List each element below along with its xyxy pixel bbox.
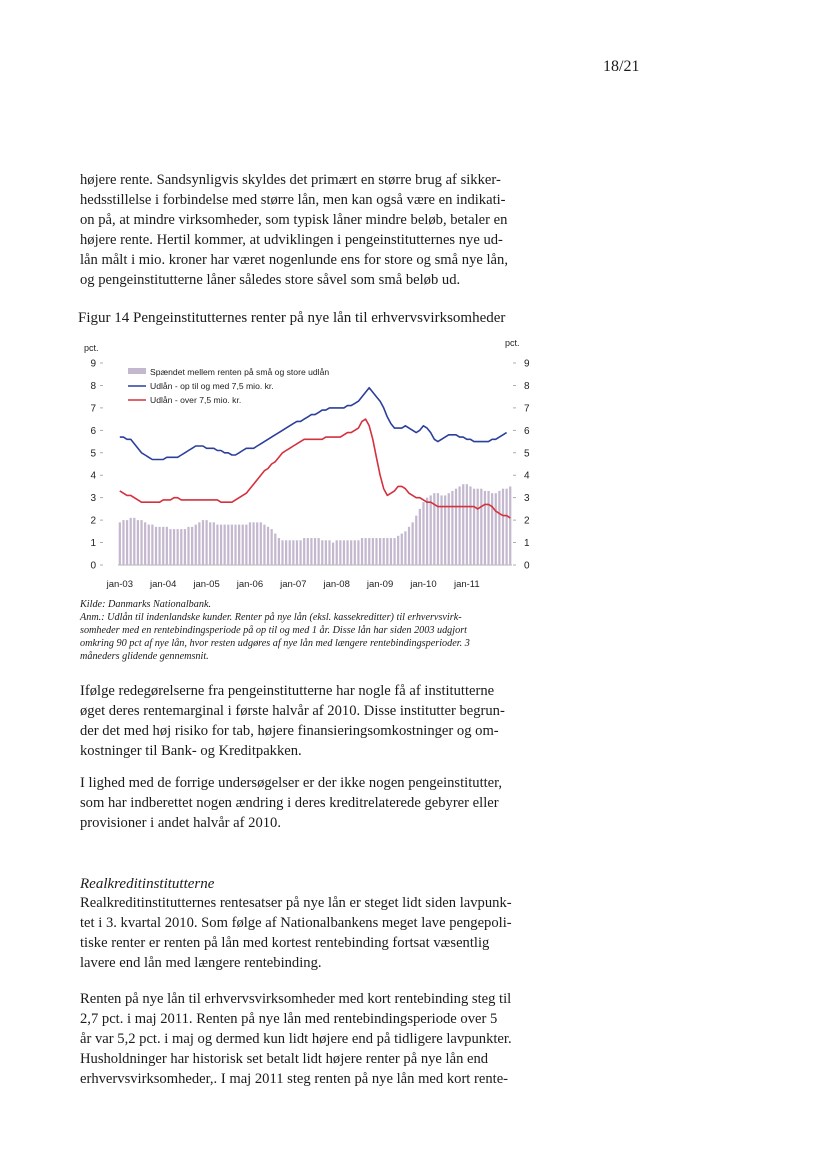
y-tick-label-left: 1 [90, 538, 96, 550]
spread-bar [202, 520, 204, 565]
y-tick-label-left: 2 [90, 515, 96, 527]
spread-bar [148, 525, 150, 565]
spread-bar [383, 538, 385, 565]
spread-bar [318, 538, 320, 565]
spread-bar [260, 522, 262, 565]
y-tick-label-left: 4 [90, 470, 96, 482]
spread-bar [224, 525, 226, 565]
spread-bar [361, 538, 363, 565]
text-line: on på, at mindre virksomheder, som typisk låner mindre beløb, betaler en [80, 212, 508, 228]
text-line: Renten på nye lån til erhvervsvirksomheder med kort rentebinding steg til [80, 991, 512, 1007]
spread-bar [158, 527, 160, 565]
paragraph-margin [80, 681, 550, 761]
spread-bar [198, 522, 200, 565]
spread-bar [473, 489, 475, 565]
y-tick-label-right: 5 [524, 448, 530, 460]
spread-bar [357, 540, 359, 565]
spread-bar [480, 489, 482, 565]
spread-bar [401, 534, 403, 565]
spread-bar [346, 540, 348, 565]
paragraph-realkredit [80, 893, 550, 973]
text-line: I lighed med de forrige undersøgelser er der ikke nogen pengeinstitutter, [80, 775, 503, 791]
spread-bar [180, 529, 182, 565]
spread-bar [296, 540, 298, 565]
spread-bar [484, 491, 486, 565]
spread-bar [234, 525, 236, 565]
spread-bar [249, 522, 251, 565]
spread-bar [314, 538, 316, 565]
spread-bar [307, 538, 309, 565]
spread-bar [466, 484, 468, 565]
spread-bar [191, 527, 193, 565]
y-tick-label-right: 6 [524, 425, 530, 437]
spread-bar [140, 520, 142, 565]
spread-bar [252, 522, 254, 565]
spread-bar [332, 543, 334, 565]
spread-bar [415, 516, 417, 565]
text-line: provisioner i andet halvår af 2010. [80, 815, 282, 831]
spread-bar [289, 540, 291, 565]
section-heading: Realkreditinstitutterne [80, 876, 215, 892]
spread-bar [137, 520, 139, 565]
spread-bar [451, 491, 453, 565]
y-tick-label-right: 9 [524, 358, 530, 370]
spread-bar [487, 491, 489, 565]
spread-bar [459, 486, 461, 565]
legend-label-spread: Spændet mellem renten på små og store udlån [150, 367, 330, 377]
text-line: hedsstillelse i forbindelse med større lån, men kan også være en indikati- [80, 192, 506, 208]
text-line: erhvervsvirksomheder,. I maj 2011 steg renten på nye lån med kort rente- [80, 1071, 509, 1087]
spread-bar [263, 525, 265, 565]
spread-bar [502, 489, 504, 565]
spread-bar [495, 493, 497, 565]
text-line: Realkreditinstitutternes rentesatser på nye lån er steget lidt siden lavpunk- [80, 895, 512, 911]
y-tick-label-right: 0 [524, 560, 530, 572]
spread-bar [509, 486, 511, 565]
spread-bar [397, 536, 399, 565]
spread-bar [299, 540, 301, 565]
spread-bar [205, 520, 207, 565]
text-line: og pengeinstitutterne låner således store såvel som små beløb ud. [80, 272, 461, 288]
x-tick-label: jan-11 [453, 579, 480, 590]
spread-bar [231, 525, 233, 565]
text-line: der det med høj risiko for tab, højere finansieringsomkostninger og om- [80, 723, 499, 739]
x-tick-label: jan-08 [323, 579, 350, 590]
y-tick-label-right: 7 [524, 403, 530, 415]
spread-bar [162, 527, 164, 565]
spread-bar [379, 538, 381, 565]
spread-bar [267, 527, 269, 565]
x-tick-label: jan-03 [106, 579, 134, 590]
spread-bar [462, 484, 464, 565]
spread-bar [419, 509, 421, 565]
spread-bar [430, 495, 432, 565]
spread-bars [119, 484, 512, 565]
y-tick-label-left: 3 [90, 493, 96, 505]
spread-bar [408, 527, 410, 565]
text-line: lavere end lån med længere rentebinding. [80, 955, 322, 971]
y-tick-label-left: 8 [90, 380, 96, 392]
spread-bar [227, 525, 229, 565]
spread-bar [242, 525, 244, 565]
spread-bar [281, 540, 283, 565]
figure-source: Kilde: Danmarks Nationalbank. [80, 599, 212, 610]
spread-bar [426, 498, 428, 565]
spread-bar [144, 522, 146, 565]
spread-bar [285, 540, 287, 565]
text-line: øget deres rentemarginal i første halvår af 2010. Disse institutter begrun- [80, 703, 505, 719]
spread-bar [375, 538, 377, 565]
x-tick-label: jan-09 [366, 579, 394, 590]
spread-bar [195, 525, 197, 565]
figure-note-line: somheder med en rentebindingsperiode på op til og med 1 år. Disse lån har siden 2003 udgjort [80, 625, 467, 636]
chart-legend [128, 367, 329, 405]
text-line: højere rente. Sandsynligvis skyldes det primært en større brug af sikker- [80, 172, 501, 188]
spread-bar [469, 486, 471, 565]
text-line: år var 5,2 pct. i maj og dermed kun lidt højere end på tidligere lavpunkter. [80, 1031, 512, 1047]
page-number: 18/21 [603, 58, 640, 75]
text-line: tiske renter er renten på lån med kortest rentebinding fortsat væsentlig [80, 935, 490, 951]
spread-bar [271, 529, 273, 565]
y-tick-label-right: 1 [524, 538, 530, 550]
text-line: Ifølge redegørelserne fra pengeinstitutterne har nogle få af institutterne [80, 683, 495, 699]
spread-bar [303, 538, 305, 565]
y-tick-label-right: 8 [524, 380, 530, 392]
y-axis-unit-right: pct. [505, 338, 520, 348]
y-tick-label-left: 0 [90, 560, 96, 572]
paragraph-intro [80, 170, 550, 290]
spread-bar [133, 518, 135, 565]
x-tick-label: jan-05 [193, 579, 220, 590]
spread-bar [310, 538, 312, 565]
y-tick-label-right: 4 [524, 470, 530, 482]
legend-label-large: Udlån - over 7,5 mio. kr. [150, 395, 242, 405]
x-tick-label: jan-07 [280, 579, 307, 590]
spread-bar [209, 522, 211, 565]
text-line: Husholdninger har historisk set betalt lidt højere renter på nye lån end [80, 1051, 489, 1067]
y-tick-label-right: 2 [524, 515, 530, 527]
spread-bar [155, 527, 157, 565]
y-tick-label-left: 6 [90, 425, 96, 437]
spread-bar [328, 540, 330, 565]
spread-bar [177, 529, 179, 565]
legend-swatch-spread [128, 368, 146, 374]
spread-bar [491, 493, 493, 565]
y-tick-label-left: 5 [90, 448, 96, 460]
spread-bar [372, 538, 374, 565]
spread-bar [238, 525, 240, 565]
x-tick-label: jan-10 [410, 579, 437, 590]
figure-notes [80, 598, 550, 663]
spread-bar [292, 540, 294, 565]
spread-bar [336, 540, 338, 565]
spread-bar [498, 491, 500, 565]
spread-bar [274, 534, 276, 565]
paragraph-rates [80, 989, 550, 1089]
spread-bar [386, 538, 388, 565]
y-axis-unit-left: pct. [84, 343, 99, 353]
spread-bar [368, 538, 370, 565]
figure-note-line: Anm.: Udlån til indenlandske kunder. Renter på nye lån (eksl. kassekreditter) til erhvervsvirk- [80, 612, 462, 623]
spread-bar [505, 489, 507, 565]
text-line: lån målt i mio. kroner har været nogenlunde ens for store og små nye lån, [80, 252, 508, 268]
spread-bar [256, 522, 258, 565]
spread-bar [437, 493, 439, 565]
spread-bar [412, 522, 414, 565]
text-line: højere rente. Hertil kommer, at udviklingen i pengeinstitutternes nye ud- [80, 232, 503, 248]
spread-bar [455, 489, 457, 565]
spread-bar [173, 529, 175, 565]
figure-note-line: måneders glidende gennemsnit. [80, 651, 209, 662]
text-line: som har indberettet nogen ændring i deres kreditrelaterede gebyrer eller [80, 795, 499, 811]
spread-bar [354, 540, 356, 565]
spread-bar [404, 531, 406, 565]
interest-rate-chart [78, 336, 538, 596]
spread-bar [216, 525, 218, 565]
spread-bar [119, 522, 121, 565]
spread-bar [365, 538, 367, 565]
spread-bar [122, 520, 124, 565]
spread-bar [151, 525, 153, 565]
spread-bar [126, 520, 128, 565]
spread-bar [343, 540, 345, 565]
text-line: tet i 3. kvartal 2010. Som følge af Nationalbankens meget lave pengepoli- [80, 915, 512, 931]
spread-bar [169, 529, 171, 565]
spread-bar [220, 525, 222, 565]
y-tick-label-left: 7 [90, 403, 96, 415]
x-tick-label: jan-04 [149, 579, 177, 590]
spread-bar [325, 540, 327, 565]
spread-bar [350, 540, 352, 565]
spread-bar [184, 529, 186, 565]
spread-bar [187, 527, 189, 565]
figure-caption: Figur 14 Pengeinstitutternes renter på nye lån til erhvervsvirksomheder [78, 310, 506, 326]
spread-bar [390, 538, 392, 565]
y-tick-label-left: 9 [90, 358, 96, 370]
text-line: kostninger til Bank- og Kreditpakken. [80, 743, 302, 759]
y-tick-label-right: 3 [524, 493, 530, 505]
spread-bar [321, 540, 323, 565]
paragraph-fees [80, 773, 550, 833]
spread-bar [166, 527, 168, 565]
spread-bar [213, 522, 215, 565]
spread-bar [245, 525, 247, 565]
chart-svg [78, 336, 538, 596]
spread-bar [477, 489, 479, 565]
legend-label-small: Udlån - op til og med 7,5 mio. kr. [150, 381, 274, 391]
spread-bar [339, 540, 341, 565]
x-tick-label: jan-06 [236, 579, 264, 590]
spread-bar [393, 538, 395, 565]
spread-bar [278, 538, 280, 565]
spread-bar [422, 502, 424, 565]
spread-bar [448, 493, 450, 565]
spread-bar [130, 518, 132, 565]
text-line: 2,7 pct. i maj 2011. Renten på nye lån med rentebindingsperiode over 5 [80, 1011, 498, 1027]
figure-note-line: omkring 90 pct af nye lån, hvor resten udgøres af nye lån med længere rentebindingsperioder. 3 [80, 638, 470, 649]
